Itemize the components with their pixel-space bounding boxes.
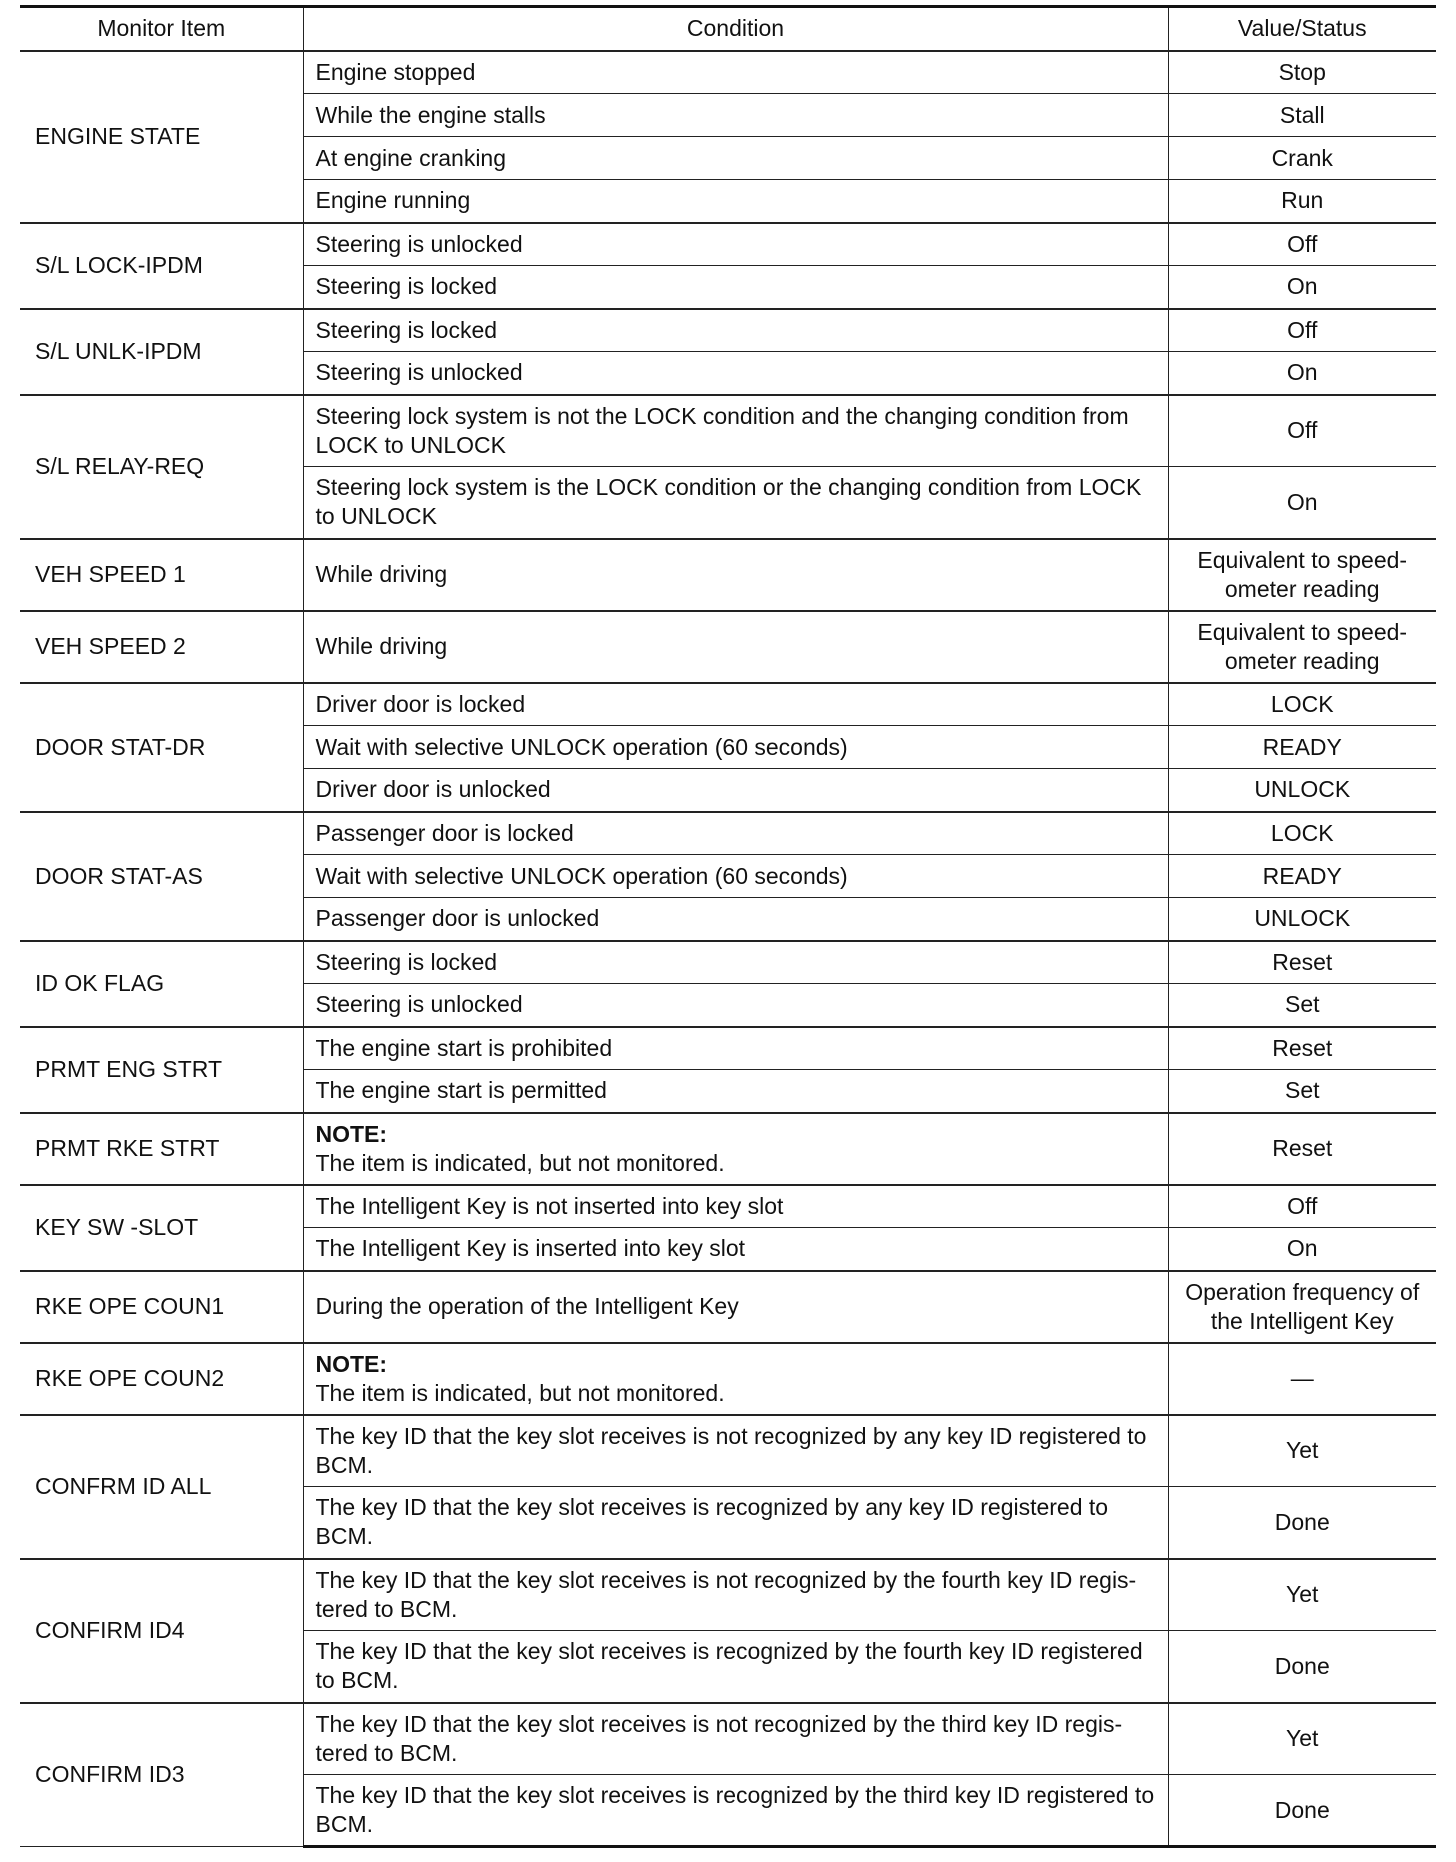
condition-cell: The key ID that the key slot receives is recognized by any key ID registered to BCM. [303, 1487, 1168, 1559]
value-status-cell: Off [1168, 309, 1436, 352]
monitor-item-cell: S/L RELAY-REQ [20, 395, 303, 539]
value-status-cell: Run [1168, 180, 1436, 223]
condition-cell: Steering lock system is the LOCK condition or the changing condition from LOCK to UNLOCK [303, 467, 1168, 539]
condition-cell: During the operation of the Intelligent Key [303, 1271, 1168, 1343]
table-row [20, 1703, 1436, 1775]
condition-cell: Steering is locked [303, 941, 1168, 984]
value-status-cell: LOCK [1168, 812, 1436, 855]
value-status-cell: Off [1168, 1185, 1436, 1228]
table-body [20, 51, 1436, 1847]
table-row [20, 395, 1436, 467]
condition-cell: Steering is unlocked [303, 352, 1168, 395]
table-row [20, 1343, 1436, 1415]
monitor-item-cell: CONFIRM ID4 [20, 1559, 303, 1703]
value-status-cell: On [1168, 467, 1436, 539]
table-row [20, 309, 1436, 352]
monitor-item-cell: PRMT ENG STRT [20, 1027, 303, 1113]
condition-cell: Steering is unlocked [303, 223, 1168, 266]
table-row [20, 51, 1436, 94]
condition-cell: While the engine stalls [303, 94, 1168, 137]
note-text: The item is indicated, but not monitored. [315, 1379, 725, 1406]
value-status-cell: Crank [1168, 137, 1436, 180]
condition-cell: Passenger door is locked [303, 812, 1168, 855]
condition-cell: The Intelligent Key is not inserted into key slot [303, 1185, 1168, 1228]
monitor-item-cell: KEY SW -SLOT [20, 1185, 303, 1271]
monitor-item-cell: ID OK FLAG [20, 941, 303, 1027]
table-row [20, 941, 1436, 984]
value-status-cell: UNLOCK [1168, 898, 1436, 941]
condition-cell: The key ID that the key slot receives is not recognized by the third key ID regis-tered to BCM. [303, 1703, 1168, 1775]
condition-cell [303, 1343, 1168, 1415]
value-status-cell: Done [1168, 1775, 1436, 1847]
condition-cell: The key ID that the key slot receives is recognized by the third key ID registered to BCM. [303, 1775, 1168, 1847]
header-row [20, 7, 1436, 51]
table-row [20, 1559, 1436, 1631]
monitor-item-cell: CONFRM ID ALL [20, 1415, 303, 1559]
table-row [20, 1271, 1436, 1343]
value-status-cell: READY [1168, 855, 1436, 898]
condition-cell: Passenger door is unlocked [303, 898, 1168, 941]
value-status-cell: UNLOCK [1168, 769, 1436, 812]
value-status-cell: Operation frequency of the Intelligent Key [1168, 1271, 1436, 1343]
condition-cell: Steering is locked [303, 309, 1168, 352]
table-row [20, 223, 1436, 266]
condition-cell: The key ID that the key slot receives is not recognized by the fourth key ID regis-tered to BCM. [303, 1559, 1168, 1631]
value-status-cell: — [1168, 1343, 1436, 1415]
note-label: NOTE: [315, 1350, 388, 1377]
condition-cell: At engine cranking [303, 137, 1168, 180]
monitor-item-cell: DOOR STAT-AS [20, 812, 303, 941]
condition-cell: The engine start is permitted [303, 1070, 1168, 1113]
note-text: The item is indicated, but not monitored. [315, 1149, 725, 1176]
condition-cell: Wait with selective UNLOCK operation (60 seconds) [303, 726, 1168, 769]
value-status-cell: On [1168, 352, 1436, 395]
monitor-item-cell: RKE OPE COUN2 [20, 1343, 303, 1415]
table-row [20, 539, 1436, 611]
table-row [20, 1027, 1436, 1070]
value-status-cell: Reset [1168, 941, 1436, 984]
value-status-cell: Yet [1168, 1559, 1436, 1631]
value-status-cell: Set [1168, 984, 1436, 1027]
monitor-item-cell: S/L UNLK-IPDM [20, 309, 303, 395]
table-row [20, 1415, 1436, 1487]
table-row [20, 611, 1436, 683]
value-status-cell: On [1168, 266, 1436, 309]
value-status-cell: On [1168, 1228, 1436, 1271]
table-row [20, 812, 1436, 855]
value-status-cell: Equivalent to speed-ometer reading [1168, 611, 1436, 683]
condition-cell: The engine start is prohibited [303, 1027, 1168, 1070]
header-value-status: Value/Status [1168, 7, 1436, 51]
value-status-cell: Stop [1168, 51, 1436, 94]
value-status-cell: Yet [1168, 1703, 1436, 1775]
condition-cell: Wait with selective UNLOCK operation (60 seconds) [303, 855, 1168, 898]
header-monitor-item: Monitor Item [20, 7, 303, 51]
header-condition: Condition [303, 7, 1168, 51]
table-row [20, 1113, 1436, 1185]
monitor-item-cell: PRMT RKE STRT [20, 1113, 303, 1185]
condition-cell: While driving [303, 539, 1168, 611]
monitor-item-cell: S/L LOCK-IPDM [20, 223, 303, 309]
value-status-cell: Done [1168, 1487, 1436, 1559]
condition-cell: Engine stopped [303, 51, 1168, 94]
value-status-cell: READY [1168, 726, 1436, 769]
table-header [20, 7, 1436, 51]
condition-cell: The Intelligent Key is inserted into key slot [303, 1228, 1168, 1271]
monitor-item-cell: VEH SPEED 1 [20, 539, 303, 611]
condition-cell: Driver door is locked [303, 683, 1168, 726]
value-status-cell: Off [1168, 395, 1436, 467]
monitor-item-cell: DOOR STAT-DR [20, 683, 303, 812]
monitor-item-cell: RKE OPE COUN1 [20, 1271, 303, 1343]
table-row [20, 683, 1436, 726]
table-row [20, 1185, 1436, 1228]
condition-cell: Driver door is unlocked [303, 769, 1168, 812]
monitor-item-cell: CONFIRM ID3 [20, 1703, 303, 1847]
value-status-cell: Off [1168, 223, 1436, 266]
condition-cell [303, 1113, 1168, 1185]
value-status-cell: Done [1168, 1631, 1436, 1703]
monitor-item-cell: VEH SPEED 2 [20, 611, 303, 683]
value-status-cell: Equivalent to speed-ometer reading [1168, 539, 1436, 611]
condition-cell: Engine running [303, 180, 1168, 223]
condition-cell: While driving [303, 611, 1168, 683]
note-label: NOTE: [315, 1120, 388, 1147]
condition-cell: The key ID that the key slot receives is not recognized by any key ID registered to BCM. [303, 1415, 1168, 1487]
value-status-cell: Set [1168, 1070, 1436, 1113]
condition-cell: Steering is unlocked [303, 984, 1168, 1027]
value-status-cell: Reset [1168, 1113, 1436, 1185]
monitor-item-cell: ENGINE STATE [20, 51, 303, 223]
value-status-cell: LOCK [1168, 683, 1436, 726]
condition-cell: Steering lock system is not the LOCK condition and the changing condition from LOCK to UNLOCK [303, 395, 1168, 467]
value-status-cell: Stall [1168, 94, 1436, 137]
condition-cell: The key ID that the key slot receives is recognized by the fourth key ID registered to BCM. [303, 1631, 1168, 1703]
condition-cell: Steering is locked [303, 266, 1168, 309]
value-status-cell: Yet [1168, 1415, 1436, 1487]
monitor-table [20, 5, 1436, 1848]
value-status-cell: Reset [1168, 1027, 1436, 1070]
